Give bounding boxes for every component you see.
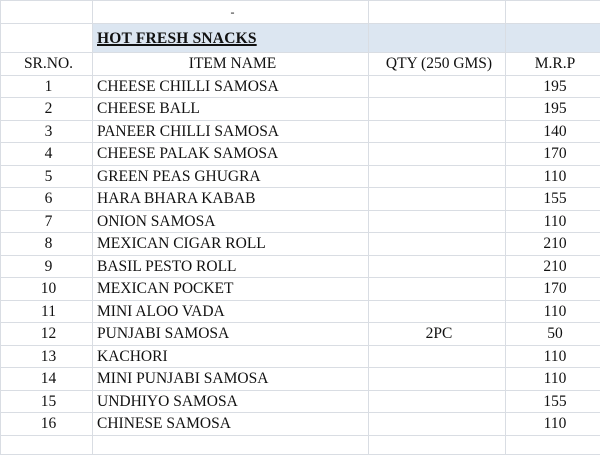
- table-row: [1, 278, 600, 301]
- mrp-cell[interactable]: 195: [506, 75, 600, 98]
- table-row: [1, 413, 600, 436]
- mrp-cell[interactable]: 110: [506, 368, 600, 391]
- sr-no-cell[interactable]: 5: [1, 165, 93, 188]
- table-row: [1, 120, 600, 143]
- table-row: [1, 390, 600, 413]
- qty-cell[interactable]: [369, 300, 506, 323]
- mrp-cell[interactable]: 110: [506, 210, 600, 233]
- mrp-cell[interactable]: 170: [506, 278, 600, 301]
- sr-no-cell[interactable]: 8: [1, 233, 93, 256]
- sr-no-cell[interactable]: 15: [1, 390, 93, 413]
- table-row: [1, 188, 600, 211]
- mrp-cell[interactable]: 110: [506, 413, 600, 436]
- qty-cell[interactable]: [369, 345, 506, 368]
- table-row: [1, 368, 600, 391]
- table-row: [1, 323, 600, 346]
- mrp-cell[interactable]: 50: [506, 323, 600, 346]
- cell[interactable]: [93, 1, 369, 24]
- header-mrp[interactable]: M.R.P: [506, 53, 600, 76]
- item-name-cell[interactable]: HARA BHARA KABAB: [93, 188, 369, 211]
- sr-no-cell[interactable]: 3: [1, 120, 93, 143]
- sr-no-cell[interactable]: 12: [1, 323, 93, 346]
- item-name-cell[interactable]: UNDHIYO SAMOSA: [93, 390, 369, 413]
- sr-no-cell[interactable]: 2: [1, 98, 93, 121]
- sr-no-cell[interactable]: 11: [1, 300, 93, 323]
- table-row: [1, 210, 600, 233]
- table-row: [1, 165, 600, 188]
- header-qty[interactable]: QTY (250 GMS): [369, 53, 506, 76]
- sr-no-cell[interactable]: 7: [1, 210, 93, 233]
- sr-no-cell[interactable]: 4: [1, 143, 93, 166]
- sheet-title-cell[interactable]: [93, 24, 369, 53]
- table-row: [1, 300, 600, 323]
- sr-no-cell[interactable]: 13: [1, 345, 93, 368]
- item-name-cell[interactable]: CHEESE CHILLI SAMOSA: [93, 75, 369, 98]
- qty-cell[interactable]: [369, 98, 506, 121]
- table-row: [1, 233, 600, 256]
- cell[interactable]: [369, 435, 506, 454]
- cell[interactable]: [506, 435, 600, 454]
- top-mark: -: [230, 5, 235, 19]
- mrp-cell[interactable]: 155: [506, 188, 600, 211]
- mrp-cell[interactable]: 210: [506, 233, 600, 256]
- item-name-cell[interactable]: MINI ALOO VADA: [93, 300, 369, 323]
- item-name-cell[interactable]: MEXICAN POCKET: [93, 278, 369, 301]
- qty-cell[interactable]: [369, 210, 506, 233]
- item-name-cell[interactable]: MINI PUNJABI SAMOSA: [93, 368, 369, 391]
- mrp-cell[interactable]: 170: [506, 143, 600, 166]
- mrp-cell[interactable]: 140: [506, 120, 600, 143]
- cell[interactable]: [506, 1, 600, 24]
- qty-cell[interactable]: [369, 390, 506, 413]
- header-sr-no[interactable]: SR.NO.: [1, 53, 93, 76]
- item-name-cell[interactable]: KACHORI: [93, 345, 369, 368]
- item-name-cell[interactable]: MEXICAN CIGAR ROLL: [93, 233, 369, 256]
- qty-cell[interactable]: [369, 75, 506, 98]
- qty-cell[interactable]: [369, 233, 506, 256]
- mrp-cell[interactable]: 195: [506, 98, 600, 121]
- title-row: [1, 24, 600, 53]
- table-row: [1, 75, 600, 98]
- mrp-cell[interactable]: 210: [506, 255, 600, 278]
- sr-no-cell[interactable]: 6: [1, 188, 93, 211]
- top-blank-row: [1, 1, 600, 24]
- sr-no-cell[interactable]: 14: [1, 368, 93, 391]
- table-row: [1, 98, 600, 121]
- cell[interactable]: [506, 24, 600, 53]
- header-row: [1, 53, 600, 76]
- table-row: [1, 143, 600, 166]
- item-name-cell[interactable]: CHINESE SAMOSA: [93, 413, 369, 436]
- item-name-cell[interactable]: PANEER CHILLI SAMOSA: [93, 120, 369, 143]
- sr-no-cell[interactable]: 1: [1, 75, 93, 98]
- qty-cell[interactable]: [369, 413, 506, 436]
- qty-cell[interactable]: [369, 278, 506, 301]
- item-name-cell[interactable]: CHEESE PALAK SAMOSA: [93, 143, 369, 166]
- table-row: [1, 255, 600, 278]
- qty-cell[interactable]: [369, 165, 506, 188]
- header-item-name[interactable]: ITEM NAME: [93, 53, 369, 76]
- item-name-cell[interactable]: BASIL PESTO ROLL: [93, 255, 369, 278]
- bottom-blank-row: [1, 435, 600, 454]
- cell[interactable]: [93, 435, 369, 454]
- cell[interactable]: [369, 24, 506, 53]
- sr-no-cell[interactable]: 16: [1, 413, 93, 436]
- qty-cell[interactable]: [369, 188, 506, 211]
- item-name-cell[interactable]: ONION SAMOSA: [93, 210, 369, 233]
- cell[interactable]: [1, 24, 93, 53]
- sr-no-cell[interactable]: 10: [1, 278, 93, 301]
- cell[interactable]: [1, 1, 93, 24]
- item-name-cell[interactable]: GREEN PEAS GHUGRA: [93, 165, 369, 188]
- qty-cell[interactable]: [369, 143, 506, 166]
- mrp-cell[interactable]: 110: [506, 345, 600, 368]
- mrp-cell[interactable]: 110: [506, 300, 600, 323]
- sheet-title: HOT FRESH SNACKS: [97, 29, 257, 47]
- item-name-cell[interactable]: CHEESE BALL: [93, 98, 369, 121]
- mrp-cell[interactable]: 110: [506, 165, 600, 188]
- mrp-cell[interactable]: 155: [506, 390, 600, 413]
- table-row: [1, 345, 600, 368]
- qty-cell[interactable]: [369, 368, 506, 391]
- sr-no-cell[interactable]: 9: [1, 255, 93, 278]
- cell[interactable]: [1, 435, 93, 454]
- item-name-cell[interactable]: PUNJABI SAMOSA: [93, 323, 369, 346]
- qty-cell[interactable]: [369, 255, 506, 278]
- qty-cell[interactable]: [369, 120, 506, 143]
- qty-cell[interactable]: 2PC: [369, 323, 506, 346]
- cell[interactable]: [369, 1, 506, 24]
